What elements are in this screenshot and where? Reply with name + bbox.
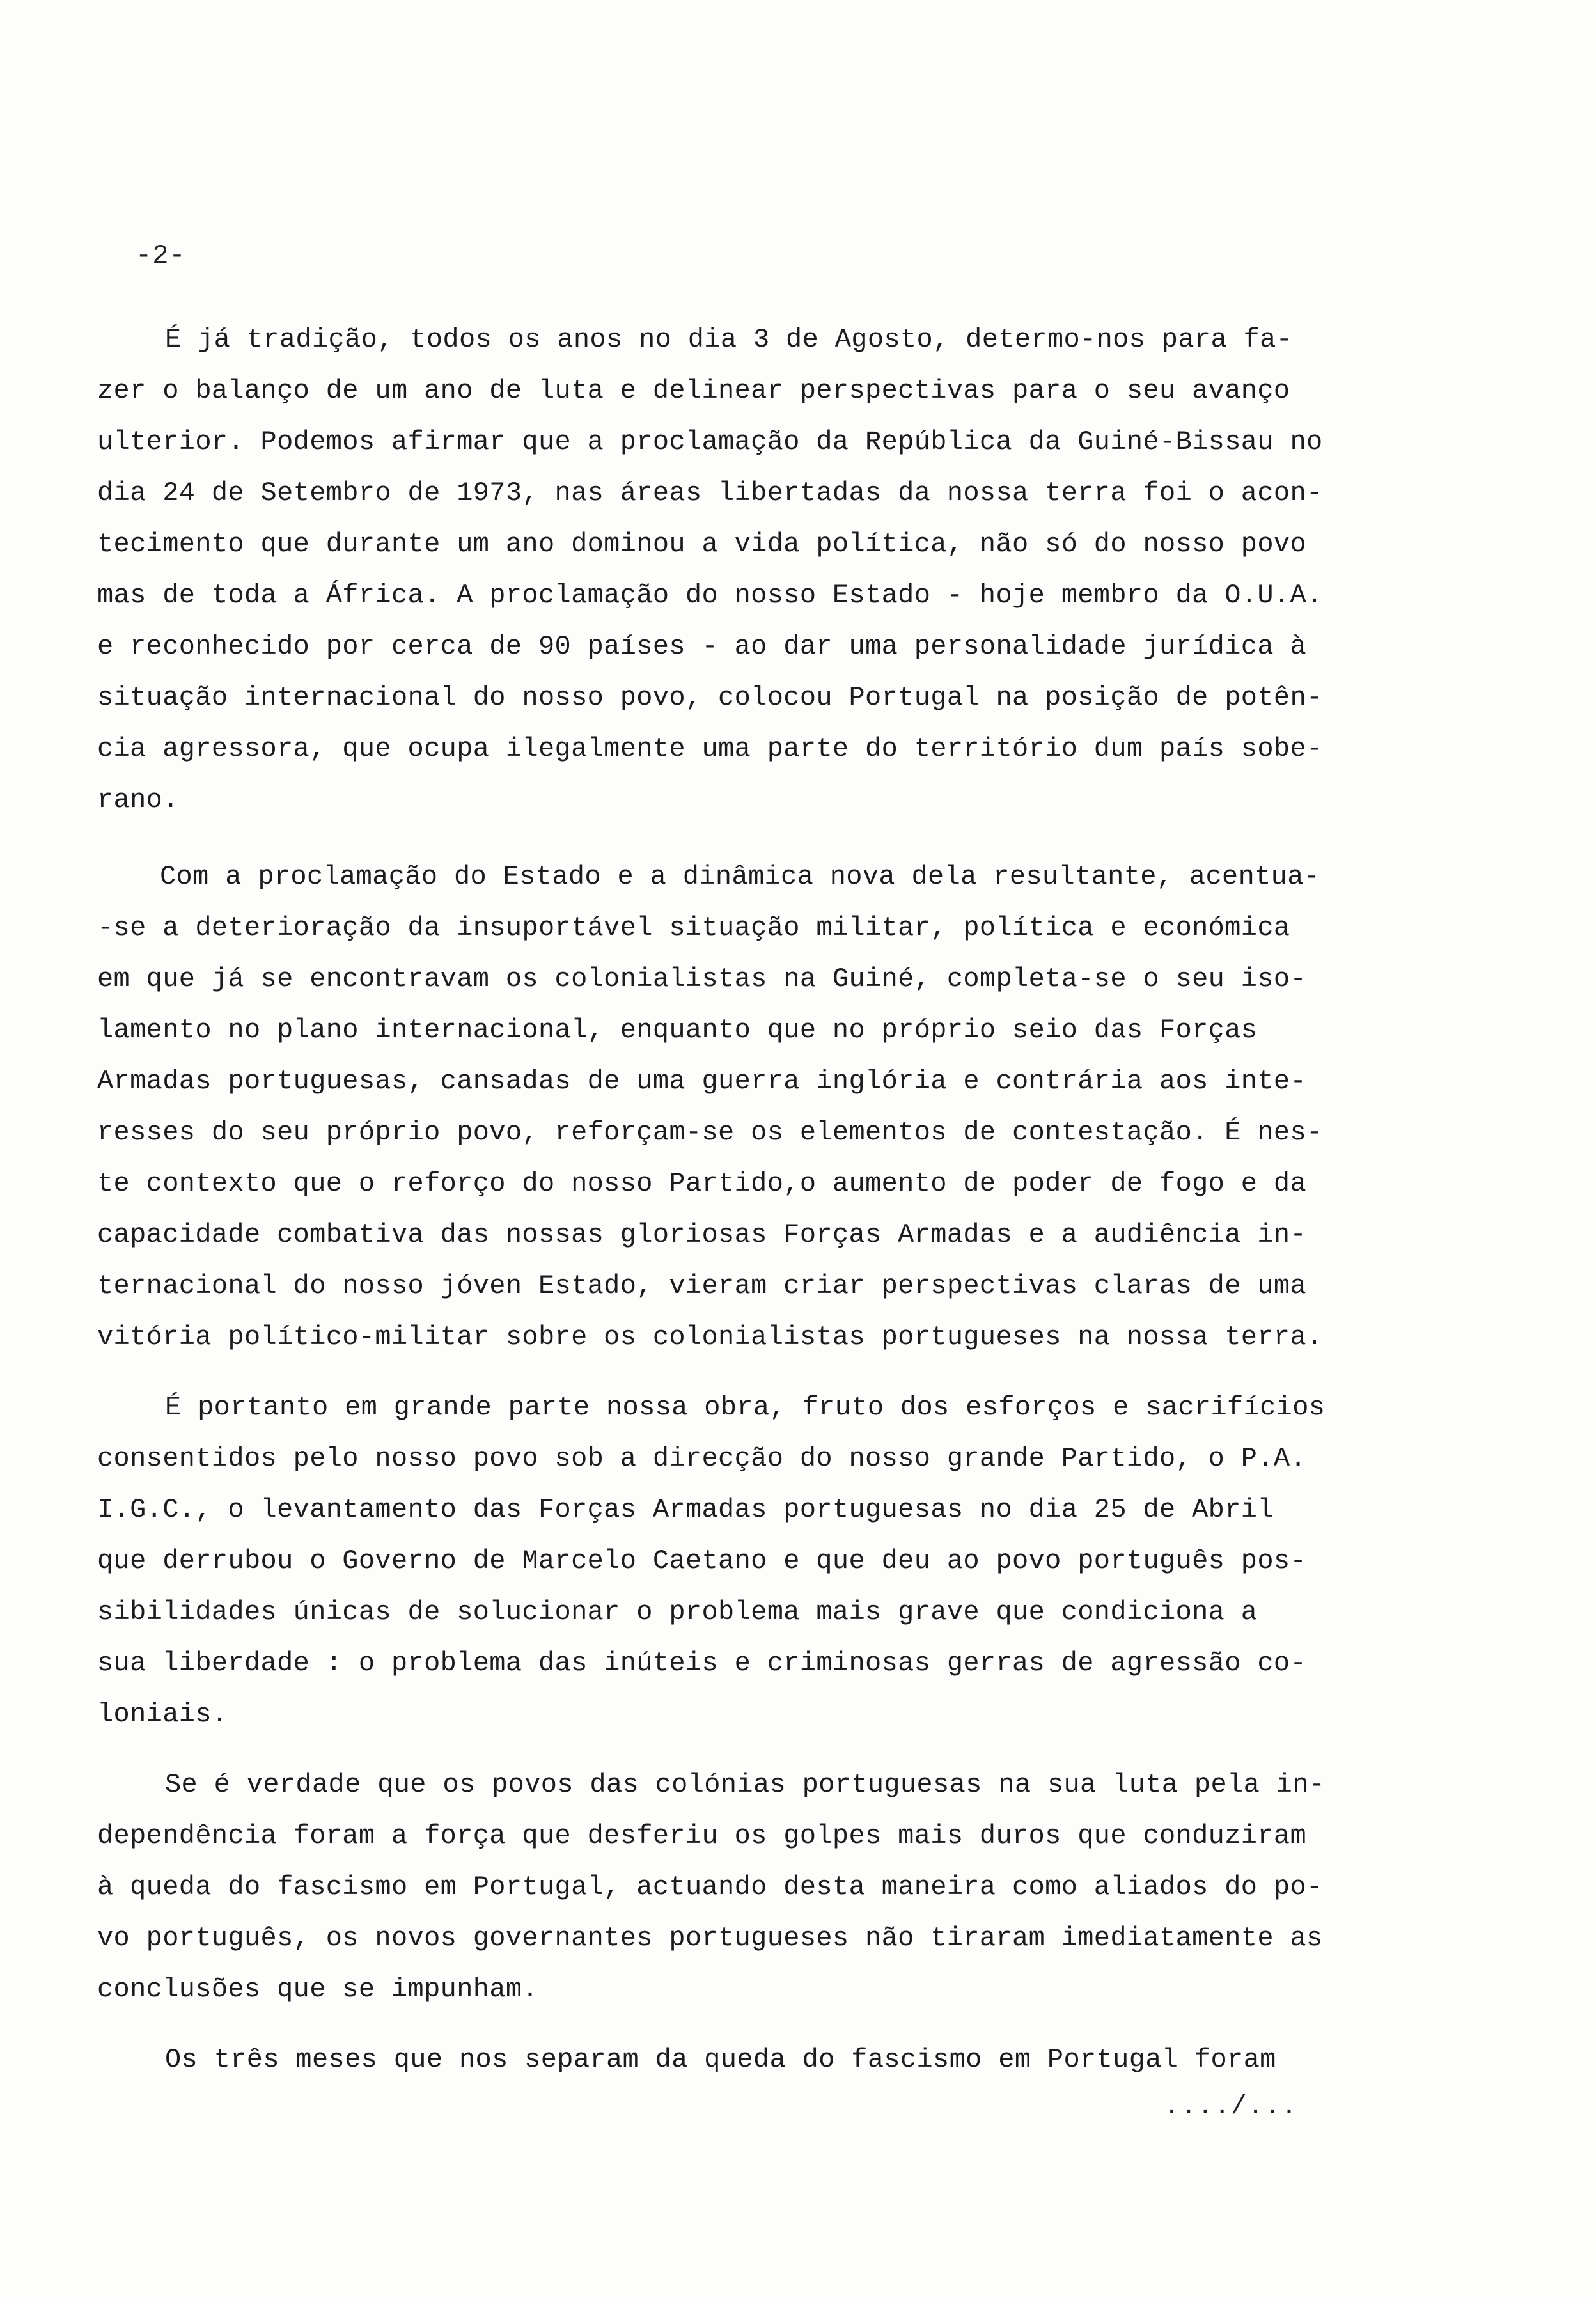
text-line: situação internacional do nosso povo, colocou Portugal na posição de potên-: [97, 682, 1323, 713]
text-line: É portanto em grande parte nossa obra, fruto dos esforços e sacrifícios: [165, 1392, 1326, 1423]
text-line: dia 24 de Setembro de 1973, nas áreas libertadas da nossa terra foi o acon-: [97, 478, 1323, 508]
text-line: cia agressora, que ocupa ilegalmente uma parte do território dum país sobe-: [97, 733, 1323, 764]
text-line: capacidade combativa das nossas gloriosas Forças Armadas e a audiência in-: [97, 1219, 1307, 1250]
text-line: te contexto que o reforço do nosso Partido,o aumento de poder de fogo e da: [97, 1168, 1307, 1199]
text-line: sibilidades únicas de solucionar o problema mais grave que condiciona a: [97, 1597, 1258, 1627]
text-line: conclusões que se impunham.: [97, 1974, 538, 2005]
text-line: consentidos pelo nosso povo sob a direcção do nosso grande Partido, o P.A.: [97, 1443, 1307, 1474]
text-line: Se é verdade que os povos das colónias portuguesas na sua luta pela in-: [165, 1769, 1326, 1800]
text-line: -se a deterioração da insuportável situação militar, política e económica: [97, 912, 1290, 943]
text-line: lamento no plano internacional, enquanto que no próprio seio das Forças: [97, 1015, 1258, 1045]
text-line: Os três meses que nos separam da queda do fascismo em Portugal foram: [165, 2044, 1276, 2075]
text-line: ulterior. Podemos afirmar que a proclamação da República da Guiné-Bissau no: [97, 427, 1323, 457]
text-line: dependência foram a força que desferiu os golpes mais duros que conduziram: [97, 1820, 1307, 1851]
text-line: vitória político-militar sobre os colonialistas portugueses na nossa terra.: [97, 1322, 1323, 1352]
text-line: zer o balanço de um ano de luta e delinear perspectivas para o seu avanço: [97, 375, 1290, 406]
text-line: É já tradição, todos os anos no dia 3 de Agosto, determo-nos para fa-: [165, 324, 1293, 355]
text-line: vo português, os novos governantes portugueses não tiraram imediatamente as: [97, 1923, 1323, 1954]
text-line: Com a proclamação do Estado e a dinâmica nova dela resultante, acentua-: [160, 861, 1320, 892]
text-line: à queda do fascismo em Portugal, actuando desta maneira como aliados do po-: [97, 1872, 1323, 1902]
text-line: resses do seu próprio povo, reforçam-se os elementos de contestação. É nes-: [97, 1117, 1323, 1148]
text-line: I.G.C., o levantamento das Forças Armadas portuguesas no dia 25 de Abril: [97, 1494, 1274, 1525]
text-line: loniais.: [97, 1699, 228, 1730]
text-line: mas de toda a África. A proclamação do nosso Estado - hoje membro da O.U.A.: [97, 580, 1323, 611]
text-line: ternacional do nosso jóven Estado, vieram criar perspectivas claras de uma: [97, 1271, 1307, 1301]
text-line: tecimento que durante um ano dominou a vida política, não só do nosso povo: [97, 529, 1307, 560]
text-line: que derrubou o Governo de Marcelo Caetano e que deu ao povo português pos-: [97, 1546, 1307, 1576]
continuation-marker: ..../...: [1164, 2091, 1298, 2122]
page-number: -2-: [136, 240, 186, 271]
text-line: em que já se encontravam os colonialistas na Guiné, completa-se o seu iso-: [97, 964, 1307, 994]
text-line: sua liberdade : o problema das inúteis e criminosas gerras de agressão co-: [97, 1648, 1307, 1679]
text-line: Armadas portuguesas, cansadas de uma guerra inglória e contrária aos inte-: [97, 1066, 1307, 1097]
text-line: rano.: [97, 785, 179, 815]
text-line: e reconhecido por cerca de 90 países - ao dar uma personalidade jurídica à: [97, 631, 1307, 662]
